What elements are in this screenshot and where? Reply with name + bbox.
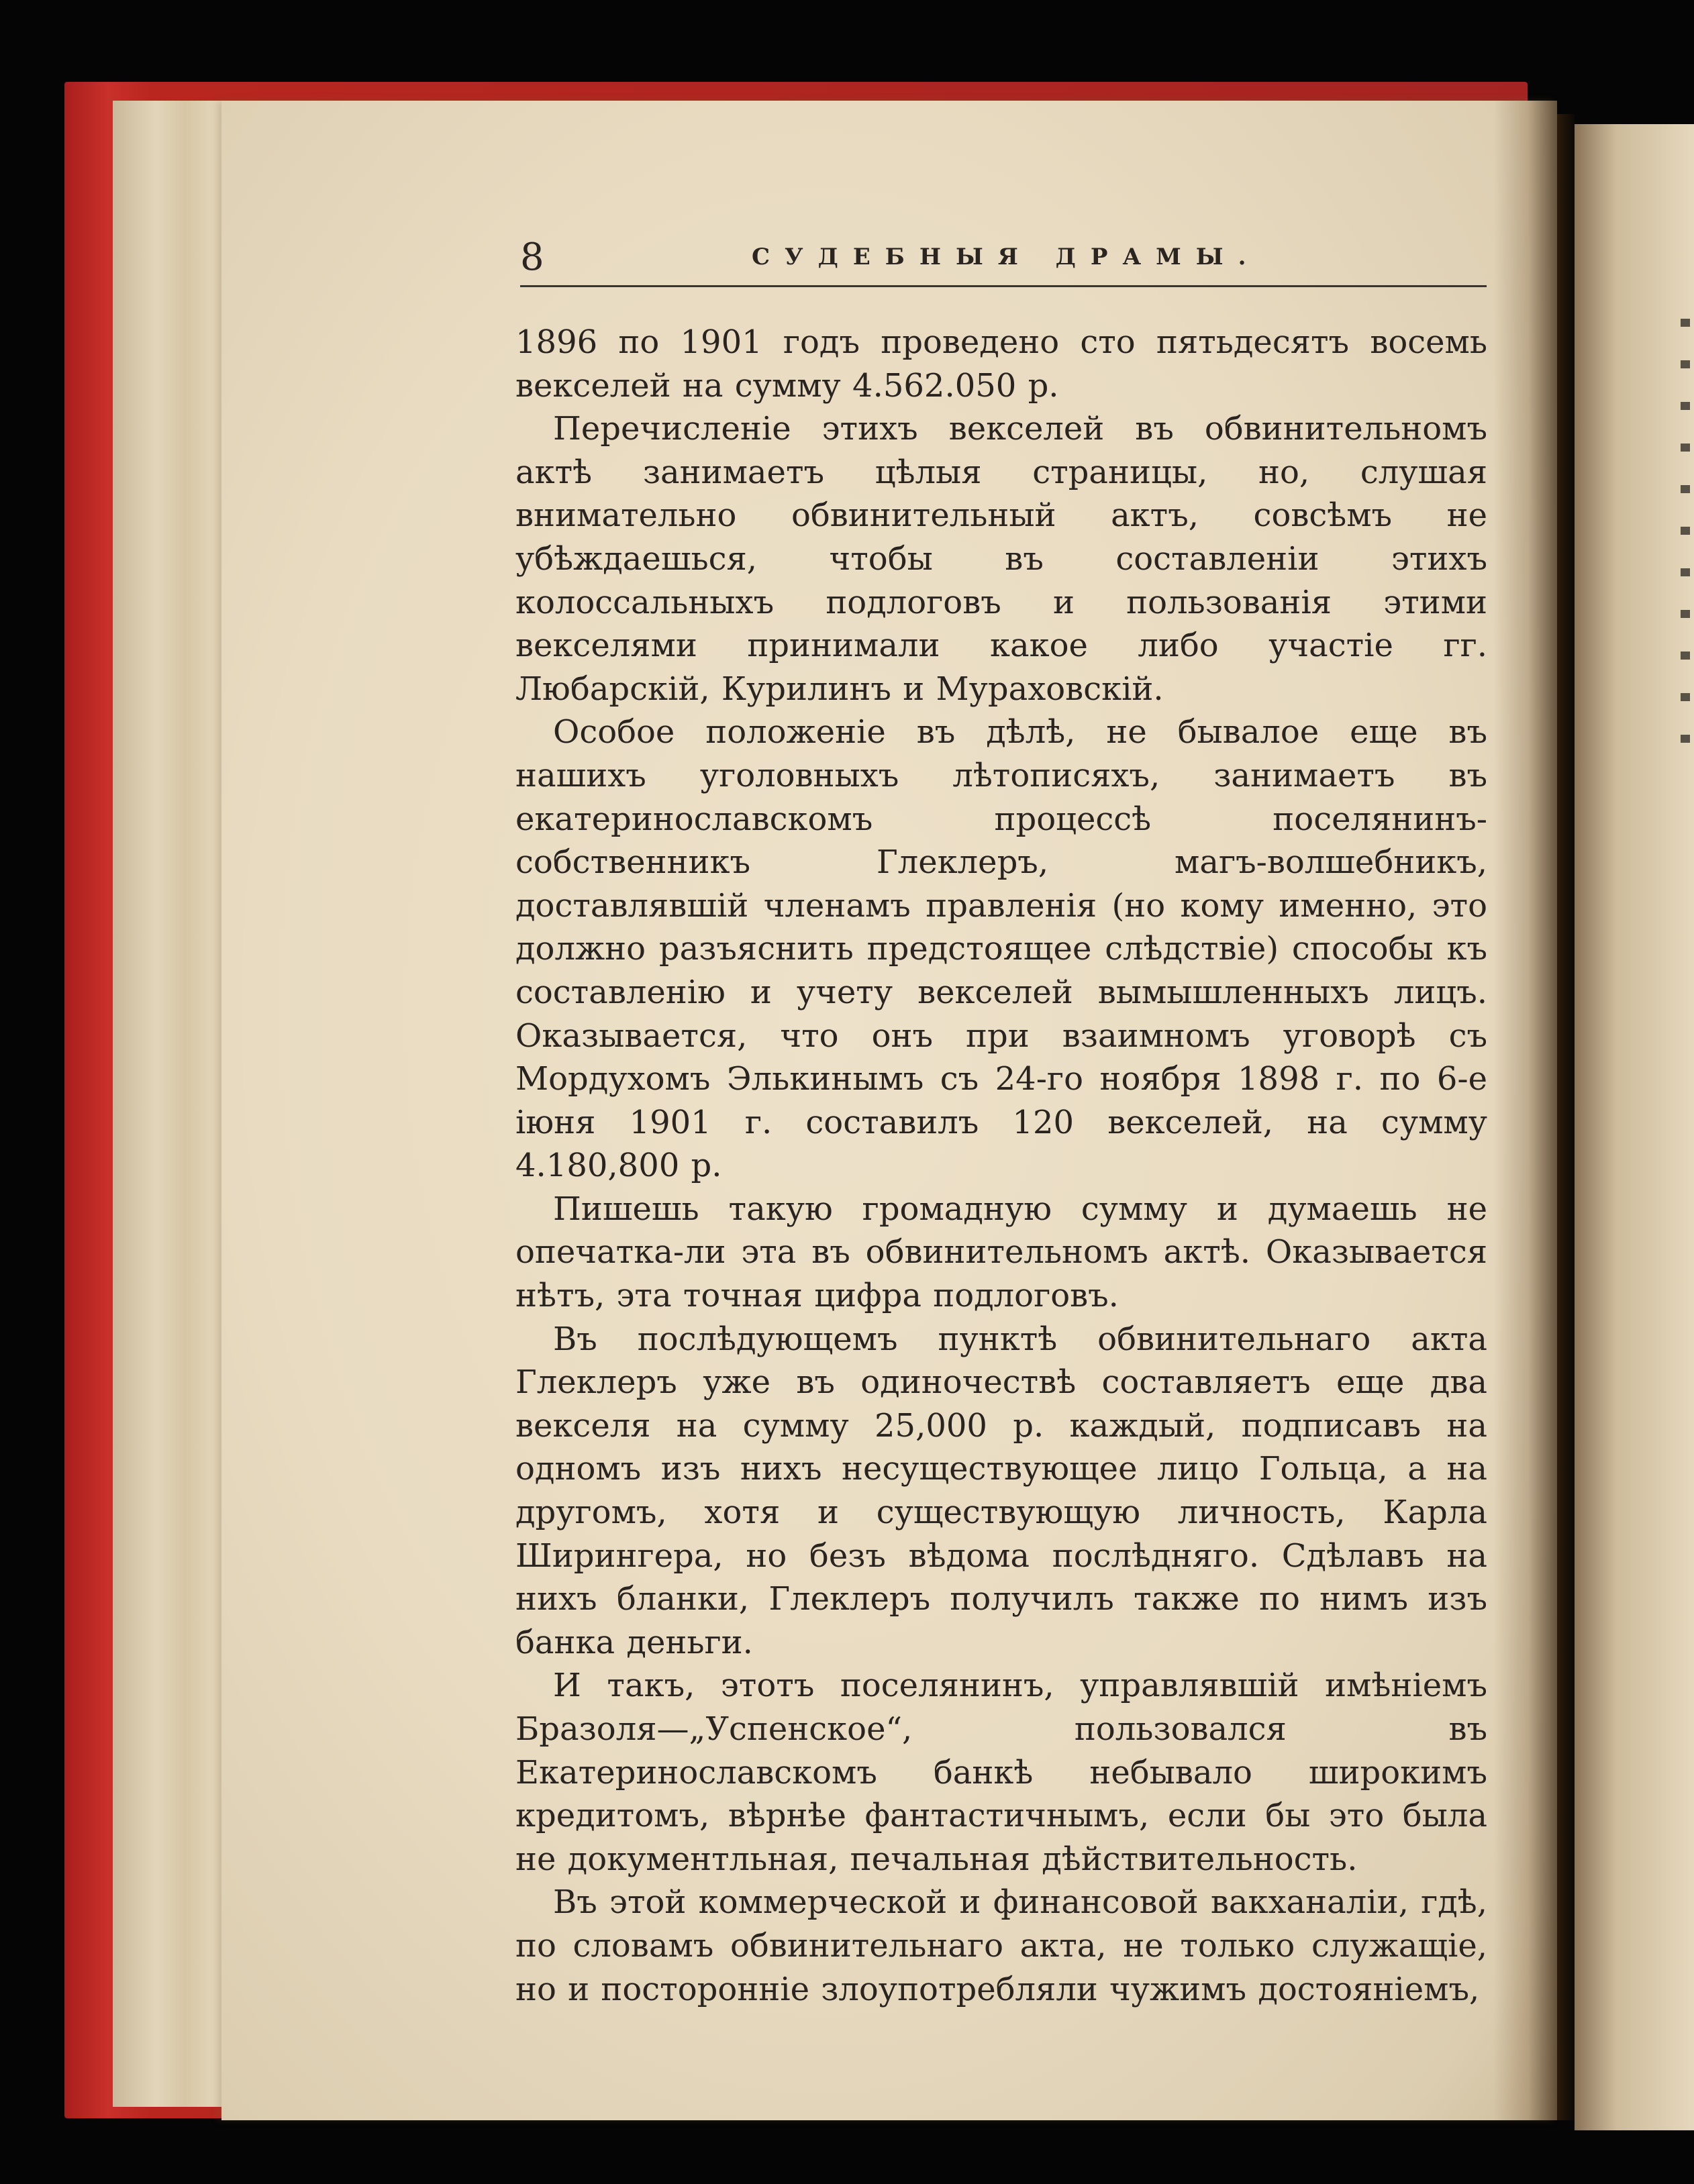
paragraph: Особое положеніе въ дѣлѣ, не бывалое еще въ нашихъ уголовныхъ лѣтописяхъ, занимаетъ въ екатеринославскомъ процессѣ поселянинъ-собственникъ Глеклеръ, магъ-волшебникъ, доставлявшій членамъ правленія (но кому именно, это должно разъяснить предстоящее слѣдствіе) способы къ составленію и учету векселей вымышленныхъ лицъ. Оказывается, что онъ при взаимномъ уговорѣ съ Мордухомъ Элькинымъ съ 24-го ноября 1898 г. по 6-е іюня 1901 г. составилъ 120 векселей, на сумму 4.180,800 р. — [515, 713, 1487, 1185]
body-text — [515, 321, 1487, 2011]
page-number: 8 — [520, 236, 544, 279]
paragraph: И такъ, этотъ поселянинъ, управлявшій имѣніемъ Бразоля—„Успенское“, пользовался въ Екатеринославскомъ банкѣ небывало широкимъ кредитомъ, вѣрнѣе фантастичнымъ, если бы это была не документльная, печальная дѣйствительность. — [515, 1667, 1487, 1878]
page-gutter-shadow — [1493, 101, 1557, 2120]
paragraph: 1896 по 1901 годъ проведено сто пятьдесятъ восемь векселей на сумму 4.562.050 р. — [515, 323, 1487, 405]
paragraph: Въ послѣдующемъ пунктѣ обвинительнаго акта Глеклеръ уже въ одиночествѣ составляетъ еще два векселя на сумму 25,000 р. каждый, подписавъ на одномъ изъ нихъ несуществующее лицо Гольца, а на другомъ, хотя и существующую личность, Карла Ширингера, но безъ вѣдома послѣдняго. Сдѣлавъ на нихъ бланки, Глеклеръ получилъ также по нимъ изъ банка деньги. — [515, 1320, 1487, 1661]
running-head: СУДЕБНЫЯ ДРАМЫ. — [752, 244, 1261, 270]
paragraph: Въ этой коммерческой и финансовой вакханаліи, гдѣ, по словамъ обвинительнаго акта, не только служащіе, но и посторонніе злоупотребляли чужимъ достояніемъ, — [515, 1883, 1487, 2008]
facing-page-edge — [1575, 124, 1694, 2130]
paragraph: Пишешь такую громадную сумму и думаешь не опечатка-ли эта въ обвинительномъ актѣ. Оказывается нѣтъ, эта точная цифра подлоговъ. — [515, 1190, 1487, 1315]
book-spine — [1557, 114, 1575, 2120]
paragraph: Перечисленіе этихъ векселей въ обвинительномъ актѣ занимаетъ цѣлыя страницы, но, слушая внимательно обвинительный актъ, совсѣмъ не убѣждаешься, чтобы въ составленіи этихъ колоссальныхъ подлоговъ и пользованія этими векселями принимали какое либо участіе гг. Любарскій, Курилинъ и Мураховскій. — [515, 410, 1487, 708]
facing-page-text-fragments — [1681, 319, 1694, 776]
page-header — [520, 231, 1487, 287]
